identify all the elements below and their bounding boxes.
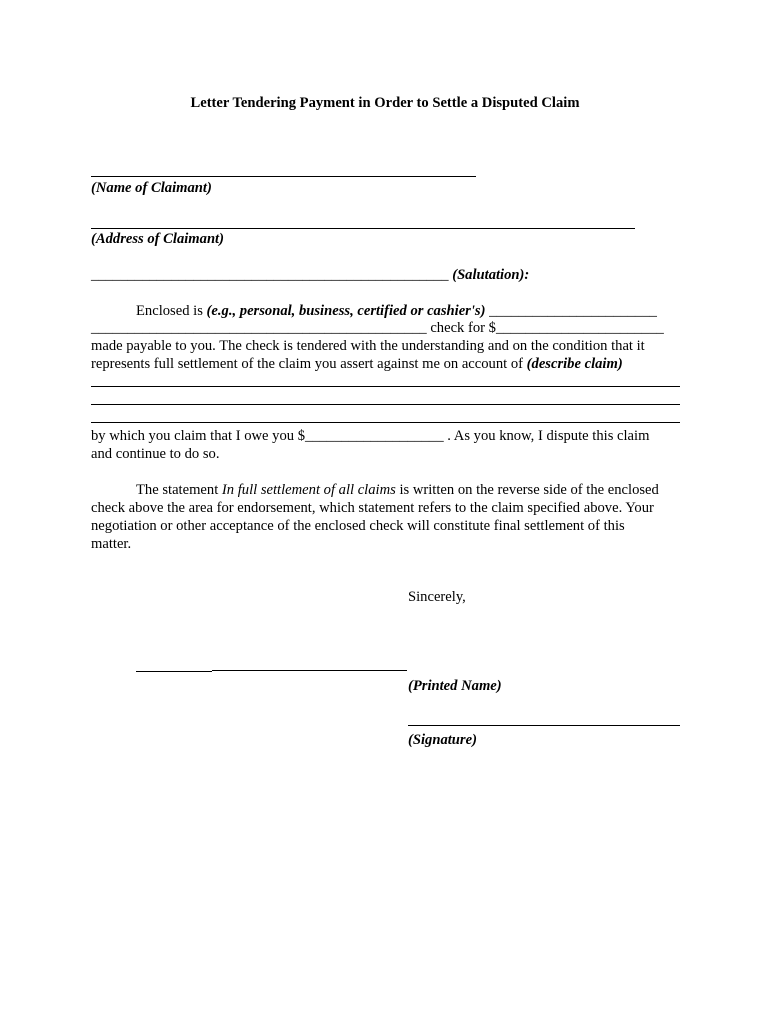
check-type-prompt: (e.g., personal, business, certified or cashier's) <box>206 303 486 319</box>
closing: Sincerely, <box>408 589 466 605</box>
claim-description-line-1[interactable] <box>91 386 680 387</box>
check-type-blank-b[interactable]: ______________________________________________ <box>91 320 427 336</box>
p1-line-1 <box>136 302 657 320</box>
claim-description-line-2[interactable] <box>91 404 680 405</box>
p3-line-4: matter. <box>91 536 132 552</box>
p2-line-1 <box>91 427 649 445</box>
salutation-blank[interactable]: _________________________________________________ <box>91 267 449 283</box>
p3-line-1 <box>136 481 659 499</box>
signature-label: (Signature) <box>408 732 477 748</box>
claim-description-line-3[interactable] <box>91 422 680 423</box>
owed-amount-blank[interactable]: ___________________ <box>305 428 444 444</box>
check-for-text: check for $ <box>430 320 496 336</box>
check-type-blank-a[interactable]: _______________________ <box>489 303 657 319</box>
p3-rest: is written on the reverse side of the enclosed <box>399 482 659 498</box>
p3-lead: The statement <box>136 482 219 498</box>
claimant-address-label: (Address of Claimant) <box>91 231 224 247</box>
printed-name-line[interactable] <box>212 670 407 671</box>
describe-claim-prompt: (describe claim) <box>526 356 623 372</box>
salutation-line[interactable] <box>91 266 529 284</box>
check-amount-blank[interactable]: _______________________ <box>495 320 664 336</box>
p1-lead: Enclosed is <box>136 303 203 319</box>
p1-line-4-text: represents full settlement of the claim you assert against me on account of <box>91 356 523 372</box>
p1-line-4 <box>91 355 623 373</box>
p3-line-2: check above the area for endorsement, which statement refers to the claim specified above. Your <box>91 500 654 516</box>
printed-name-line-left[interactable] <box>136 671 212 672</box>
p1-line-3: made payable to you. The check is tendered with the understanding and on the condition that it <box>91 338 645 354</box>
salutation-label: (Salutation): <box>452 267 530 283</box>
signature-line[interactable] <box>408 725 680 726</box>
p3-line-3: negotiation or other acceptance of the enclosed check will constitute final settlement of this <box>91 518 625 534</box>
settlement-phrase: In full settlement of all claims <box>221 482 396 498</box>
claimant-address-line[interactable] <box>91 228 635 229</box>
dispute-text: . As you know, I dispute this claim <box>447 428 650 444</box>
p1-line-2 <box>91 319 664 337</box>
claimant-name-label: (Name of Claimant) <box>91 180 212 196</box>
document-title: Letter Tendering Payment in Order to Settle a Disputed Claim <box>190 95 580 111</box>
p2-line-2: and continue to do so. <box>91 446 220 462</box>
printed-name-label: (Printed Name) <box>408 678 502 694</box>
owe-text: by which you claim that I owe you $ <box>91 428 305 444</box>
claimant-name-line[interactable] <box>91 176 476 177</box>
